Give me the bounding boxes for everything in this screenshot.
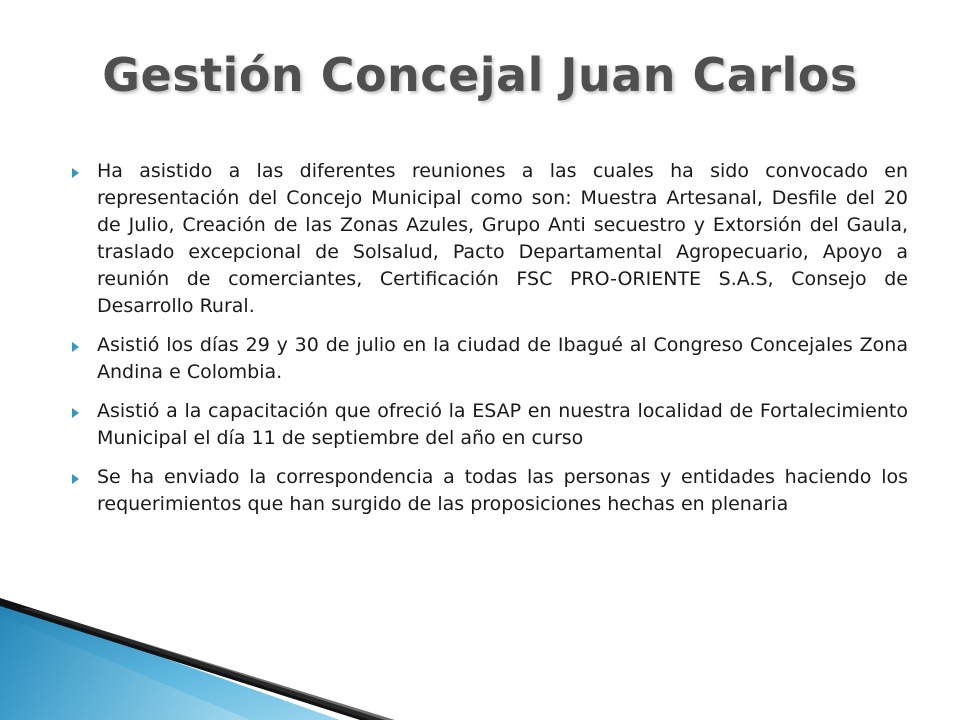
- bullet-text: Se ha enviado la correspondencia a todas las personas y entidades haciendo los requerimientos que han surgido de las proposiciones hechas en plenaria: [97, 466, 908, 515]
- triangle-bullet-icon: [72, 342, 79, 352]
- bullet-text: Asistió a la capacitación que ofreció la ESAP en nuestra localidad de Fortalecimiento Municipal el día 11 de septiembre del año en curso: [97, 400, 908, 449]
- triangle-bullet-icon: [72, 408, 79, 418]
- slide-title: Gestión Concejal Juan Carlos: [102, 48, 858, 102]
- triangle-bullet-icon: [72, 168, 79, 178]
- triangle-bullet-icon: [72, 474, 79, 484]
- bullet-item: [72, 332, 908, 386]
- bullet-text: Asistió los días 29 y 30 de julio en la ciudad de Ibagué al Congreso Concejales Zona Andina e Colombia.: [97, 334, 908, 383]
- bullet-text: Ha asistido a las diferentes reuniones a las cuales ha sido convocado en representación del Concejo Municipal como son: Muestra Artesanal, Desfile del 20 de Julio, Creación de las Zonas Azules, Grupo Anti secuestro y Extorsión del Gaula, traslado excepcional de Solsalud, Pacto Departamental Agropecuario, Apoyo a reunión de comerciantes, Certificación FSC PRO-ORIENTE S.A.S, Consejo de Desarrollo Rural.: [97, 160, 908, 317]
- bullet-item: [72, 464, 908, 518]
- bullet-item: [72, 398, 908, 452]
- bullet-item: [72, 158, 908, 320]
- bullet-list: [72, 158, 908, 530]
- corner-decoration: [0, 560, 420, 720]
